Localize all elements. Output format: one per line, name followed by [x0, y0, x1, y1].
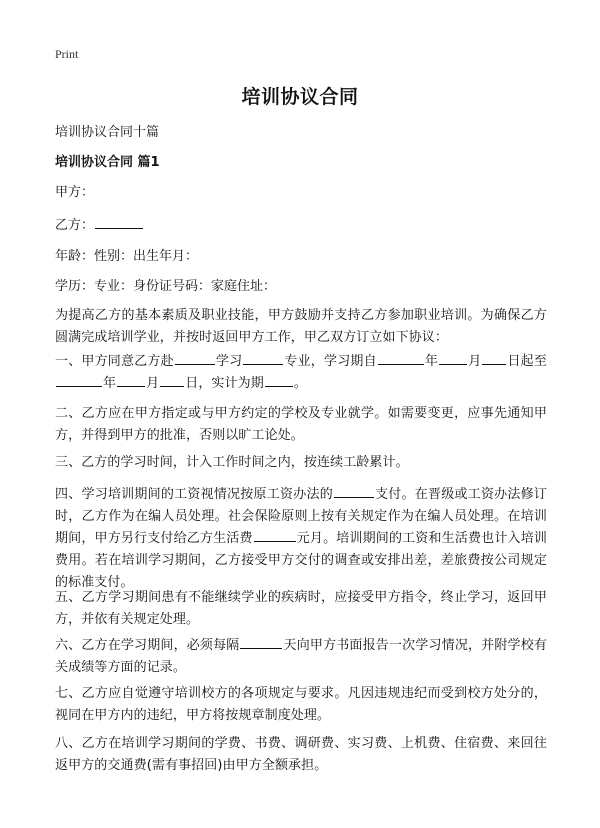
paragraph-clause-8: 八、乙方在培训学习期间的学费、书费、调研费、实习费、上机费、住宿费、来回往返甲方的交通费(需有事招回)由甲方全额承担。	[55, 736, 547, 773]
clause-1-text: 。	[293, 376, 307, 391]
field-party-a	[55, 181, 94, 200]
party-b-blank	[95, 216, 143, 229]
clause-1-text: 日，实计为期	[185, 376, 264, 391]
blank-end-day	[160, 374, 184, 387]
clause-1-text: 一、甲方同意乙方赴	[55, 354, 174, 369]
blank-start-month	[439, 352, 467, 365]
paragraph-clause-1	[55, 351, 547, 395]
clause-1-text: 年	[424, 354, 439, 369]
paragraph-clause-6	[55, 635, 547, 679]
clause-6-text: 六、乙方在学习期间，必须每隔	[55, 638, 240, 653]
document-subtitle: 培训协议合同十篇	[55, 125, 160, 140]
clause-1-text: 专业，学习期自	[284, 354, 377, 369]
clause-1-text: 日起至	[507, 354, 547, 369]
party-a-label: 甲方：	[55, 185, 95, 200]
blank-start-day	[482, 352, 506, 365]
blank-wage-ratio	[334, 485, 374, 498]
blank-end-month	[117, 374, 145, 387]
section-heading: 培训协议合同 篇1	[55, 155, 160, 170]
blank-start-year	[378, 352, 424, 365]
clause-4-text: 支付。在晋级或工资办法修订时，乙方作为在编人员处理。社会保险原则上按有关规定作为在编人员处理。在培训期间，甲方另行支付给乙方生活费	[55, 487, 547, 546]
clause-1-text: 年	[103, 376, 117, 391]
clause-4-text: 元月。培训期间的工资和生活费也计入培训费用。若在培训学习期间，乙方接受甲方交付的调查或安排出差，差旅费按公司规定的标准支付。	[55, 531, 547, 590]
document-title: 培训协议合同	[241, 86, 359, 108]
paragraph-clause-5: 五、乙方学习期间患有不能继续学业的疾病时，应接受甲方指令，终止学习，返回甲方，并依有关规定处理。	[55, 590, 547, 627]
blank-report-interval	[240, 636, 282, 649]
clause-6-text: 天向甲方书面报告一次学习情况，并附学校有关成绩等方面的记录。	[55, 638, 547, 675]
paragraph-clause-4	[55, 484, 547, 594]
blank-living-allowance	[254, 529, 296, 542]
print-label[interactable]: Print	[55, 47, 79, 61]
clause-4-text: 四、学习培训期间的工资视情况按原工资办法的	[55, 487, 333, 502]
paragraph-clause-7: 七、乙方应自觉遵守培训校方的各项规定与要求。凡因违规违纪而受到校方处分的，视同在甲方内的违纪，甲方将按规章制度处理。	[55, 686, 547, 723]
field-age-gender-birth: 年龄：性别：出生年月：	[55, 249, 199, 264]
clause-1-text: 月	[468, 354, 482, 369]
blank-school	[175, 352, 215, 365]
blank-major	[243, 352, 283, 365]
party-b-label: 乙方：	[55, 218, 95, 233]
blank-end-year	[56, 374, 102, 387]
clause-1-text: 学习	[215, 354, 243, 369]
paragraph-clause-2: 二、乙方应在甲方指定或与甲方约定的学校及专业就学。如需要变更，应事先通知甲方，并得到甲方的批准，否则以旷工论处。	[55, 406, 547, 443]
clause-1-text: 月	[146, 376, 160, 391]
field-education-address: 学历：专业：身份证号码：家庭住址：	[55, 279, 277, 294]
field-party-b	[55, 214, 144, 233]
blank-duration	[265, 374, 293, 387]
paragraph-intro: 为提高乙方的基本素质及职业技能，甲方鼓励并支持乙方参加职业培训。为确保乙方圆满完成培训学业，并按时返回甲方工作，甲乙双方订立如下协议：	[55, 308, 547, 345]
paragraph-clause-3: 三、乙方的学习时间，计入工作时间之内，按连续工龄累计。	[55, 455, 409, 470]
